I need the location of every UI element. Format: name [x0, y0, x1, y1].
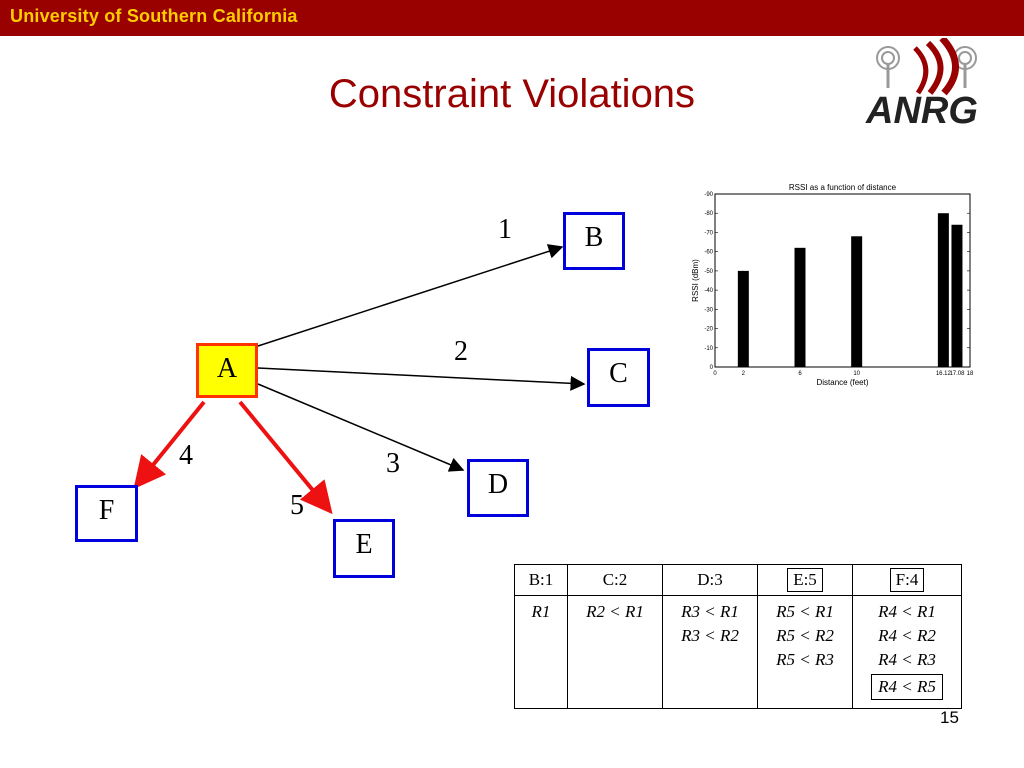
x-tick-label: 6: [798, 371, 802, 377]
chart-bar: [738, 271, 749, 367]
y-tick-label: -70: [704, 230, 713, 237]
table-header: [853, 565, 962, 596]
y-tick-label: -10: [704, 345, 713, 352]
chart-x-label: Distance (feet): [816, 378, 869, 387]
constraint: R4 < R1: [878, 602, 936, 621]
y-tick-label: -60: [704, 249, 713, 256]
chart-bar: [795, 248, 806, 367]
x-tick-label: 17.08: [949, 371, 965, 377]
highlighted-header: E:5: [787, 568, 823, 592]
edge-a-c: [258, 368, 584, 384]
table-row: [515, 596, 962, 709]
highlighted-header: F:4: [890, 568, 925, 592]
y-tick-label: -20: [704, 326, 713, 333]
edge-label-ae: 5: [290, 490, 304, 521]
node-e: E: [333, 519, 395, 578]
y-tick-label: -30: [704, 307, 713, 314]
y-tick-label: 0: [709, 365, 713, 371]
chart-bar: [951, 225, 962, 367]
chart-y-label: RSSI (dBm): [691, 259, 700, 302]
constraint: R3 < R2: [681, 626, 739, 645]
constraint: R4 < R3: [878, 650, 936, 669]
table-header: D:3: [663, 565, 758, 596]
table-cell: [853, 596, 962, 709]
table-cell: [515, 596, 568, 709]
chart-title: RSSI as a function of distance: [788, 183, 897, 192]
university-name: University of Southern California: [10, 6, 298, 26]
node-c: C: [587, 348, 650, 407]
violated-constraint: R4 < R5: [871, 674, 943, 700]
node-a: A: [196, 343, 258, 398]
x-tick-label: 2: [741, 371, 746, 377]
constraint: R5 < R1: [776, 602, 834, 621]
edge-a-b: [258, 247, 562, 346]
logo-text: ANRG: [866, 90, 978, 132]
slide-title: Constraint Violations: [328, 72, 696, 116]
table-header: [758, 565, 853, 596]
constraint-table: [514, 564, 962, 709]
y-tick-label: -50: [704, 268, 713, 275]
x-tick-label: 16.12: [935, 371, 951, 377]
constraint: R1: [531, 602, 551, 621]
edge-a-f: [136, 402, 204, 486]
x-tick-label: 18: [966, 371, 974, 377]
chart-plot-frame: [715, 194, 970, 367]
x-tick-label: 0: [713, 371, 717, 377]
edge-a-e: [240, 402, 330, 511]
edge-label-ac: 2: [454, 336, 468, 367]
constraint: R5 < R2: [776, 626, 834, 645]
rssi-bar-chart: [680, 180, 980, 390]
table-header: B:1: [515, 565, 568, 596]
table-cell: [663, 596, 758, 709]
constraint: R3 < R1: [681, 602, 739, 621]
constraint: R5 < R3: [776, 650, 834, 669]
page-number: 15: [940, 708, 959, 727]
constraint: R4 < R2: [878, 626, 936, 645]
node-f: F: [75, 485, 138, 542]
table-header-row: [515, 565, 962, 596]
node-b: B: [563, 212, 625, 270]
x-tick-label: 10: [853, 371, 861, 377]
chart-bar: [851, 236, 862, 367]
table-cell: [568, 596, 663, 709]
edge-label-af: 4: [179, 440, 193, 471]
chart-bar: [938, 213, 949, 367]
table-header: C:2: [568, 565, 663, 596]
edge-a-d: [258, 384, 463, 470]
y-tick-label: -90: [704, 192, 713, 198]
edge-label-ab: 1: [498, 214, 512, 245]
y-tick-label: -80: [704, 211, 713, 218]
edge-label-ad: 3: [386, 448, 400, 479]
y-tick-label: -40: [704, 288, 713, 295]
node-d: D: [467, 459, 529, 517]
constraint: R2 < R1: [586, 602, 644, 621]
table-cell: [758, 596, 853, 709]
